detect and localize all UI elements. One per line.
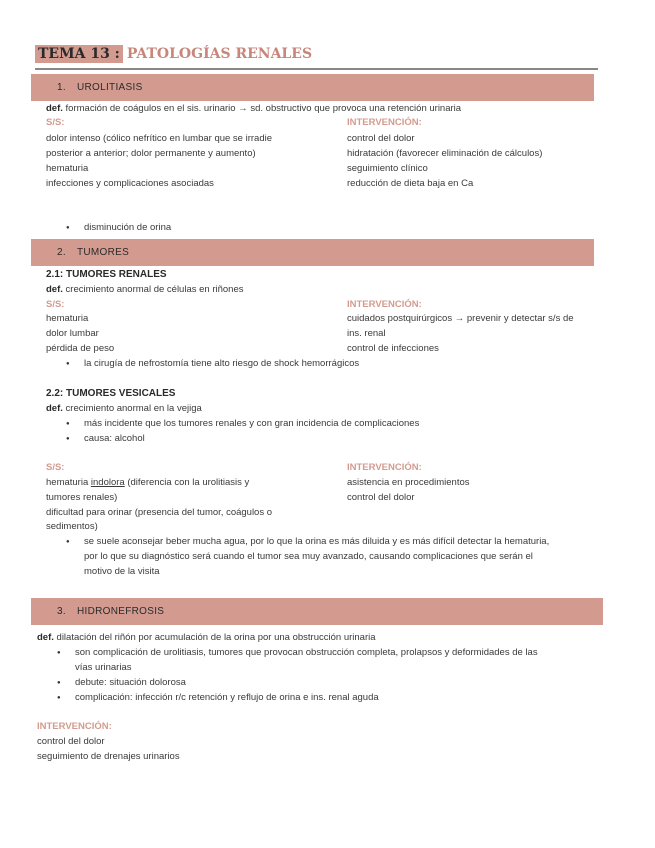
bullet-continuation: vías urinarias	[75, 662, 132, 673]
ss-item: dolor lumbar	[46, 328, 99, 339]
intervention-item: seguimiento clínico	[347, 163, 428, 174]
intervention-heading: INTERVENCIÓN:	[347, 462, 422, 473]
intervention-item: control de infecciones	[347, 343, 439, 354]
ss-item: pérdida de peso	[46, 343, 115, 354]
title-tema: TEMA 13 :	[35, 45, 123, 63]
def-label: def.	[37, 632, 54, 643]
bullet-item: ● la cirugía de nefrostomía tiene alto riesgo de shock hemorrágicos	[84, 358, 359, 370]
ss-text: (diferencia con la urolitiasis y	[124, 477, 250, 488]
intervention-item: seguimiento de drenajes urinarios	[37, 751, 180, 762]
ss-text: hematuria	[46, 477, 91, 488]
section-number: 2.	[57, 247, 66, 258]
bullet-item: ● son complicación de urolitiasis, tumores que provocan obstrucción completa, prolapsos y deformidades de las	[75, 647, 538, 659]
intervention-item: asistencia en procedimientos	[347, 477, 470, 488]
def-label: def.	[46, 103, 63, 114]
definition	[46, 284, 244, 296]
subsection-title: 2.1: TUMORES RENALES	[46, 269, 167, 280]
bullet-item: ● causa: alcohol	[84, 433, 145, 445]
ss-heading: S/S:	[46, 462, 65, 473]
intervention-item: control del dolor	[37, 736, 105, 747]
ss-item: hematuria	[46, 313, 89, 324]
section-header-urolitiasis	[31, 74, 594, 101]
bullet-item: ● disminución de orina	[84, 222, 171, 234]
section-number: 3.	[57, 606, 66, 617]
def-text: crecimiento anormal en la vejiga	[65, 403, 202, 414]
intervention-heading: INTERVENCIÓN:	[347, 117, 422, 128]
definition	[46, 403, 202, 415]
bullet-continuation: por lo que su diagnóstico será cuando el tumor sea muy avanzado, causando complicaciones que serán el	[84, 551, 533, 562]
ss-underlined: indolora	[90, 477, 125, 488]
bullet-item: ● más incidente que los tumores renales y con gran incidencia de complicaciones	[84, 418, 419, 430]
title-divider	[35, 68, 598, 70]
bullet-item: ● se suele aconsejar beber mucha agua, por lo que la orina es más diluida y es más difícil detectar la hematuria,	[84, 536, 549, 548]
bullet-item: ● complicación: infección r/c retención y reflujo de orina e ins. renal aguda	[75, 692, 379, 704]
subsection-title: 2.2: TUMORES VESICALES	[46, 388, 176, 399]
section-label: UROLITIASIS	[77, 82, 143, 93]
bullet-continuation: motivo de la visita	[84, 566, 160, 577]
page-title	[35, 46, 312, 62]
section-header-hidronefrosis	[31, 598, 603, 625]
def-text: crecimiento anormal de células en riñones	[65, 284, 244, 295]
intervention-item: hidratación (favorecer eliminación de cálculos)	[347, 148, 543, 159]
definition	[46, 103, 461, 115]
ss-item: dolor intenso (cólico nefrítico en lumbar que se irradie	[46, 133, 273, 144]
def-text: formación de coágulos en el sis. urinario → sd. obstructivo que provoca una retención urinaria	[65, 103, 462, 114]
intervention-heading: INTERVENCIÓN:	[37, 721, 112, 732]
def-label: def.	[46, 284, 63, 295]
ss-heading: S/S:	[46, 117, 65, 128]
section-label: HIDRONEFROSIS	[77, 606, 165, 617]
ss-item: posterior a anterior; dolor permanente y aumento)	[46, 148, 256, 159]
intervention-item: cuidados postquirúrgicos → prevenir y detectar s/s de	[347, 313, 574, 324]
ss-item: hematuria	[46, 163, 89, 174]
intervention-item: control del dolor	[347, 492, 415, 503]
intervention-item: reducción de dieta baja en Ca	[347, 178, 474, 189]
def-label: def.	[46, 403, 63, 414]
ss-item: infecciones y complicaciones asociadas	[46, 178, 214, 189]
intervention-item: control del dolor	[347, 133, 415, 144]
intervention-item: ins. renal	[347, 328, 386, 339]
section-header-tumores	[31, 239, 594, 266]
intervention-heading: INTERVENCIÓN:	[347, 299, 422, 310]
definition	[37, 632, 376, 644]
title-main: PATOLOGÍAS RENALES	[126, 46, 313, 62]
def-text: dilatación del riñón por acumulación de la orina por una obstrucción urinaria	[56, 632, 376, 643]
ss-item: dificultad para orinar (presencia del tumor, coágulos o	[46, 507, 273, 518]
bullet-item: ● debute: situación dolorosa	[75, 677, 186, 689]
ss-item	[46, 477, 249, 489]
section-label: TUMORES	[77, 247, 130, 258]
ss-heading: S/S:	[46, 299, 65, 310]
ss-item: sedimentos)	[46, 521, 98, 532]
ss-item: tumores renales)	[46, 492, 118, 503]
section-number: 1.	[57, 82, 66, 93]
